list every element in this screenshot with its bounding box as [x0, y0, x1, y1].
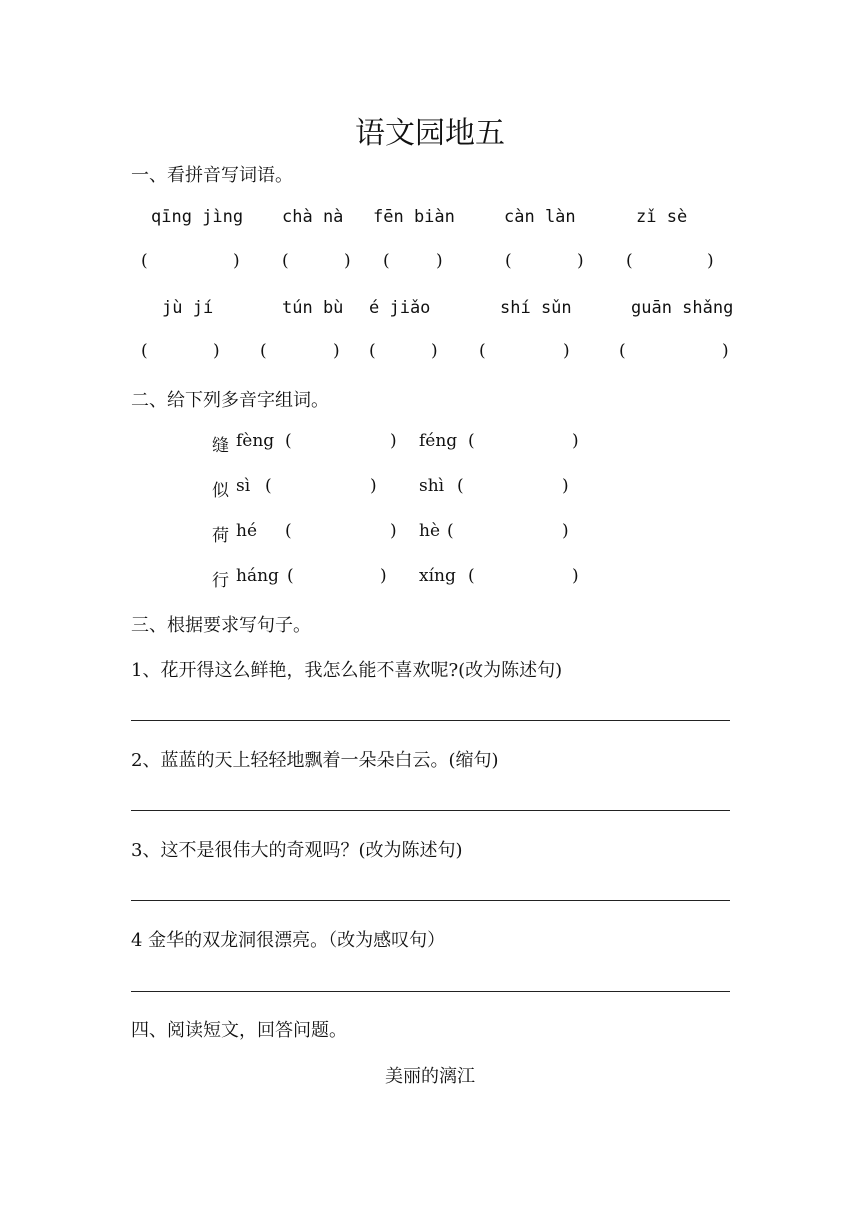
paren-open: ( [468, 566, 475, 586]
section-1-heading: 一、看拼音写词语。 [131, 165, 293, 186]
paren-close: ) [562, 521, 569, 541]
paren-open: ( [260, 341, 267, 361]
paren-open: ( [285, 431, 292, 451]
paren-close: ) [577, 251, 584, 271]
passage-title: 美丽的漓江 [385, 1066, 475, 1087]
pinyin-8: é jiǎo [369, 298, 431, 318]
answer-line [131, 720, 730, 721]
paren-close: ) [390, 521, 397, 541]
poly-char: 似 [212, 481, 229, 501]
paren-open: ( [619, 341, 626, 361]
pinyin-4: càn làn [504, 207, 576, 227]
paren-close: ) [390, 431, 397, 451]
answer-line [131, 900, 730, 901]
paren-open: ( [479, 341, 486, 361]
poly-reading: háng [236, 566, 279, 586]
paren-close: ) [572, 431, 579, 451]
paren-open: ( [282, 251, 289, 271]
paren-open: ( [457, 476, 464, 496]
paren-close: ) [213, 341, 220, 361]
paren-close: ) [562, 476, 569, 496]
poly-reading: féng [419, 431, 458, 451]
paren-open: ( [287, 566, 294, 586]
pinyin-7: tún bù [282, 298, 344, 318]
section-3-heading: 三、根据要求写句子。 [131, 615, 311, 636]
question-4: 4 金华的双龙洞很漂亮。（改为感叹句） [131, 930, 446, 951]
paren-close: ) [563, 341, 570, 361]
pinyin-9: shí sǔn [500, 298, 572, 318]
paren-close: ) [370, 476, 377, 496]
poly-reading: hé [236, 521, 258, 541]
poly-reading: shì [419, 476, 445, 496]
paren-close: ) [380, 566, 387, 586]
question-1: 1、花开得这么鲜艳，我怎么能不喜欢呢?(改为陈述句) [131, 660, 563, 681]
poly-reading: xíng [419, 566, 456, 586]
pinyin-10: guān shǎng [631, 298, 734, 318]
answer-line [131, 991, 730, 992]
pinyin-1: qīng jìng [151, 207, 244, 227]
page-title: 语文园地五 [355, 116, 505, 151]
poly-reading: fèng [236, 431, 275, 451]
pinyin-6: jù jí [162, 298, 214, 318]
paren-close: ) [572, 566, 579, 586]
paren-open: ( [447, 521, 454, 541]
answer-line [131, 810, 730, 811]
paren-close: ) [333, 341, 340, 361]
poly-char: 行 [212, 571, 229, 591]
section-2-heading: 二、给下列多音字组词。 [131, 390, 329, 411]
paren-close: ) [233, 251, 240, 271]
paren-close: ) [707, 251, 714, 271]
pinyin-2: chà nà [282, 207, 344, 227]
poly-char: 荷 [212, 526, 229, 546]
poly-reading: hè [419, 521, 441, 541]
section-4-heading: 四、阅读短文，回答问题。 [131, 1020, 347, 1041]
paren-open: ( [468, 431, 475, 451]
paren-open: ( [383, 251, 390, 271]
paren-open: ( [265, 476, 272, 496]
paren-open: ( [505, 251, 512, 271]
pinyin-5: zǐ sè [636, 207, 688, 227]
question-2: 2、蓝蓝的天上轻轻地飘着一朵朵白云。(缩句) [131, 750, 499, 771]
poly-reading: sì [236, 476, 251, 496]
paren-open: ( [141, 341, 148, 361]
paren-open: ( [141, 251, 148, 271]
pinyin-3: fēn biàn [373, 207, 455, 227]
paren-close: ) [344, 251, 351, 271]
paren-open: ( [626, 251, 633, 271]
paren-close: ) [722, 341, 729, 361]
paren-open: ( [285, 521, 292, 541]
paren-open: ( [369, 341, 376, 361]
poly-char: 缝 [212, 436, 229, 456]
paren-close: ) [436, 251, 443, 271]
question-3: 3、这不是很伟大的奇观吗？(改为陈述句) [131, 840, 463, 861]
paren-close: ) [431, 341, 438, 361]
